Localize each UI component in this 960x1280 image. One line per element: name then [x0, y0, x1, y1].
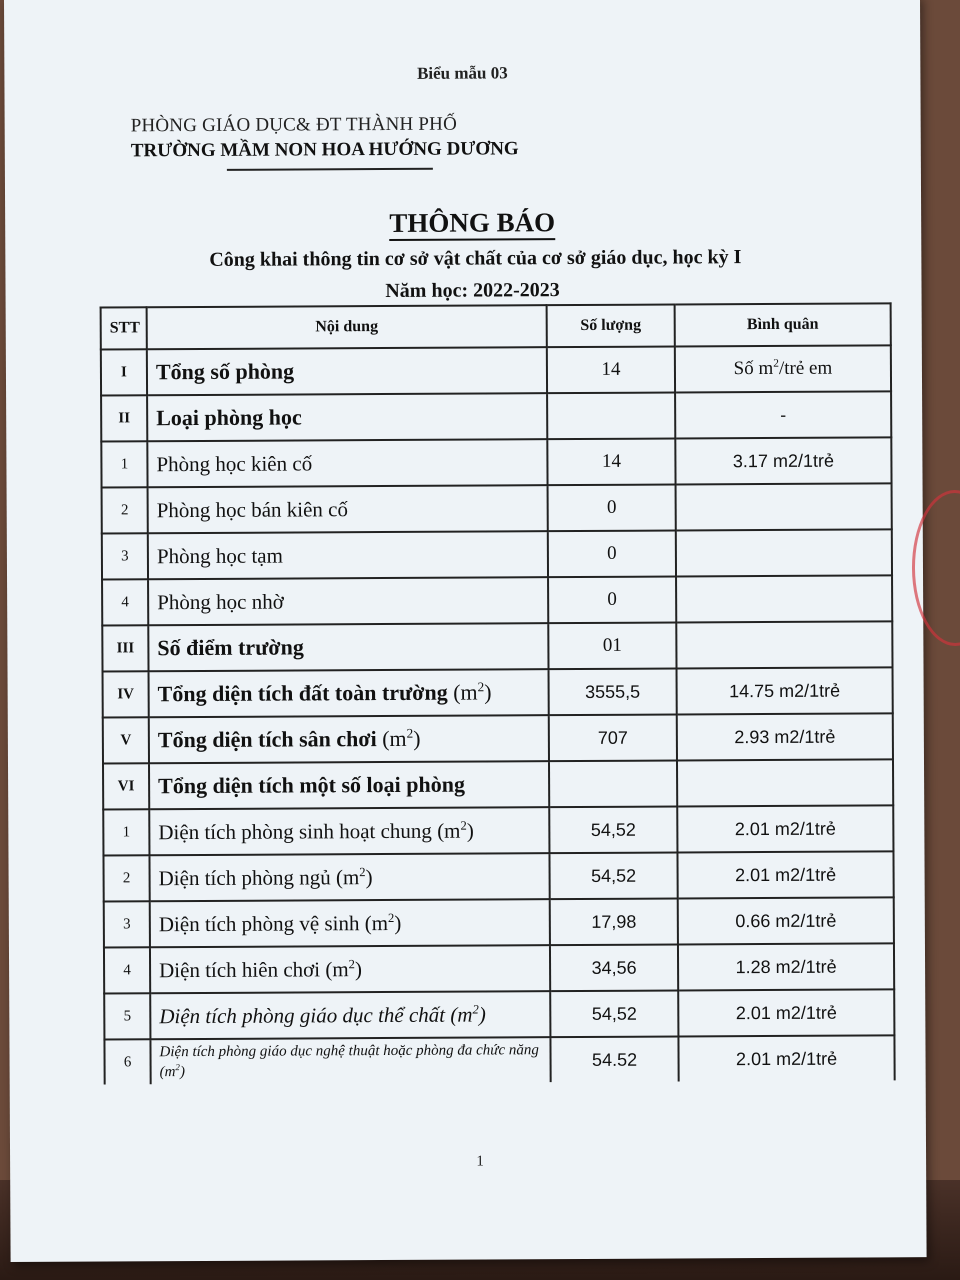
row-average: 2.01 m2/1trẻ	[677, 851, 893, 898]
notice-school-year: Năm học: 2022-2023	[385, 279, 560, 303]
row-quantity: 0	[548, 484, 676, 531]
row-stt: III	[102, 625, 148, 671]
header-average: Bình quân	[675, 303, 891, 346]
row-quantity: 54,52	[549, 806, 677, 853]
table-row	[102, 529, 892, 579]
table-row	[104, 989, 894, 1039]
content-text: Diện tích phòng giáo dục thể chất	[159, 1002, 446, 1028]
table-row	[101, 437, 891, 487]
content-text: Tổng diện tích sân chơi	[157, 726, 377, 753]
unit-text: (m	[453, 679, 478, 705]
org-school-name: TRƯỜNG MẦM NON HOA HƯỚNG DƯƠNG	[130, 138, 519, 162]
row-quantity: 54,52	[549, 852, 677, 899]
row-average	[677, 759, 893, 806]
row-quantity	[547, 392, 675, 439]
row-stt: IV	[103, 671, 149, 717]
table-row	[102, 621, 892, 671]
unit-tail: )	[365, 864, 373, 889]
row-stt: 1	[103, 809, 149, 855]
row-stt: 4	[102, 579, 148, 625]
row-stt: 3	[102, 533, 148, 579]
row-content: Tổng số phòng	[147, 347, 547, 395]
row-quantity: 14	[547, 438, 675, 485]
row-quantity: 17,98	[550, 898, 678, 945]
unit-text: (m	[450, 1002, 473, 1027]
unit-tail: )	[484, 679, 492, 705]
row-quantity: 01	[548, 622, 676, 669]
row-content	[149, 669, 549, 717]
unit-superscript: 2	[387, 910, 395, 925]
row-stt: I	[101, 349, 147, 395]
row-content	[150, 945, 550, 993]
row-stt: 4	[104, 947, 150, 993]
avg-tail: /trẻ em	[778, 357, 833, 379]
unit-tail: )	[354, 956, 362, 981]
row-stt: 1	[101, 441, 147, 487]
org-department: PHÒNG GIÁO DỤC& ĐT THÀNH PHỐ	[130, 113, 458, 137]
unit-superscript: 2	[472, 1002, 479, 1017]
row-average: 2.93 m2/1trẻ	[677, 713, 893, 760]
notice-subtitle: Công khai thông tin cơ sở vật chất của cơ sở giáo dục, học kỳ I	[209, 246, 742, 271]
row-content	[149, 807, 549, 855]
notice-title	[5, 205, 939, 241]
row-quantity: 14	[547, 346, 675, 393]
row-average: 0.66 m2/1trẻ	[678, 897, 894, 944]
row-quantity: 0	[548, 530, 676, 577]
content-text: Diện tích phòng vệ sinh	[158, 910, 360, 936]
content-text: Diện tích phòng sinh hoạt chung	[158, 818, 432, 844]
row-quantity: 34,56	[550, 944, 678, 991]
row-quantity: 54,52	[550, 990, 678, 1037]
table-row	[104, 1035, 894, 1084]
unit-tail: )	[466, 818, 474, 843]
row-content: Phòng học tạm	[148, 531, 548, 579]
row-quantity: 3555,5	[549, 668, 677, 715]
document-page	[4, 0, 927, 1262]
row-average	[675, 345, 891, 392]
notice-title-text: THÔNG BÁO	[389, 207, 555, 241]
org-underline	[227, 168, 433, 171]
row-stt: 2	[102, 487, 148, 533]
unit-text: (m	[159, 1064, 176, 1081]
unit-label	[365, 910, 402, 934]
row-average: 2.01 m2/1trẻ	[678, 989, 894, 1036]
unit-label	[336, 865, 373, 889]
row-stt: 5	[104, 993, 150, 1039]
table-header-row	[101, 303, 891, 349]
unit-label	[450, 1002, 486, 1026]
content-text: Tổng diện tích đất toàn trường	[157, 679, 448, 707]
unit-superscript: 2	[477, 679, 485, 695]
row-average: 3.17 m2/1trẻ	[675, 437, 891, 484]
row-stt: 2	[103, 855, 149, 901]
unit-label	[325, 957, 362, 981]
row-stt: V	[103, 717, 149, 763]
content-text: Diện tích hiên chơi	[159, 956, 321, 982]
unit-tail: )	[394, 910, 402, 935]
table-row	[102, 575, 892, 625]
unit-text: (m	[325, 956, 349, 981]
row-average: 2.01 m2/1trẻ	[677, 805, 893, 852]
row-stt: 6	[104, 1039, 150, 1084]
row-content	[149, 853, 549, 901]
row-content: Số điểm trường	[148, 623, 548, 671]
table-row	[102, 483, 892, 533]
row-content: Phòng học bán kiên cố	[148, 485, 548, 533]
row-quantity: 0	[548, 576, 676, 623]
row-content: Tổng diện tích một số loại phòng	[149, 761, 549, 809]
table-row	[103, 805, 893, 855]
unit-label	[437, 818, 474, 842]
table-row	[103, 667, 893, 717]
unit-text: (m	[437, 818, 461, 843]
unit-superscript: 2	[460, 818, 467, 833]
unit-superscript: 2	[359, 864, 366, 879]
row-average: 2.01 m2/1trẻ	[678, 1035, 894, 1081]
unit-text: (m	[335, 864, 360, 889]
red-stamp	[912, 490, 960, 646]
unit-superscript: 2	[175, 1062, 180, 1073]
row-quantity: 54.52	[550, 1036, 678, 1082]
unit-label	[382, 726, 421, 751]
row-quantity	[549, 760, 677, 807]
row-stt: 3	[104, 901, 150, 947]
unit-tail: )	[413, 725, 421, 751]
facilities-table	[100, 302, 896, 1084]
row-content	[149, 715, 549, 763]
table-row	[103, 851, 893, 901]
row-average: 1.28 m2/1trẻ	[678, 943, 894, 990]
row-content: Phòng học kiên cố	[147, 439, 547, 487]
header-stt: STT	[101, 307, 147, 349]
table-row	[101, 345, 891, 395]
unit-label	[160, 1064, 185, 1080]
row-stt: VI	[103, 763, 149, 809]
table-row	[101, 391, 891, 441]
row-content	[150, 1037, 550, 1084]
header-content: Nội dung	[147, 305, 547, 349]
unit-label	[453, 679, 492, 704]
row-content: Phòng học nhờ	[148, 577, 548, 625]
content-text: Diện tích phòng ngủ	[158, 864, 331, 890]
row-average	[676, 483, 892, 530]
row-average: -	[675, 391, 891, 438]
row-content	[150, 899, 550, 947]
row-content	[150, 991, 550, 1039]
unit-tail: )	[478, 1001, 486, 1027]
row-stt: II	[101, 395, 147, 441]
table-row	[103, 713, 893, 763]
page-number: 1	[476, 1153, 484, 1170]
unit-superscript: 2	[348, 956, 355, 971]
form-code: Biểu mẫu 03	[416, 63, 508, 83]
row-content: Loại phòng học	[147, 393, 547, 441]
row-average	[676, 575, 892, 622]
row-average: 14.75 m2/1trẻ	[677, 667, 893, 714]
content-text: Diện tích phòng giáo dục nghệ thuật hoặc phòng đa chức năng	[159, 1042, 539, 1061]
row-average	[676, 529, 892, 576]
avg-superscript: 2	[773, 357, 779, 370]
unit-superscript: 2	[406, 725, 414, 741]
unit-text: (m	[364, 910, 389, 935]
table-row	[103, 759, 893, 809]
header-quantity: Số lượng	[547, 304, 675, 347]
row-quantity: 707	[549, 714, 677, 761]
table-row	[104, 943, 894, 993]
unit-text: (m	[382, 725, 407, 752]
avg-text: Số m	[733, 357, 774, 380]
row-average	[676, 621, 892, 668]
unit-tail: )	[179, 1064, 185, 1081]
table-row	[104, 897, 894, 947]
